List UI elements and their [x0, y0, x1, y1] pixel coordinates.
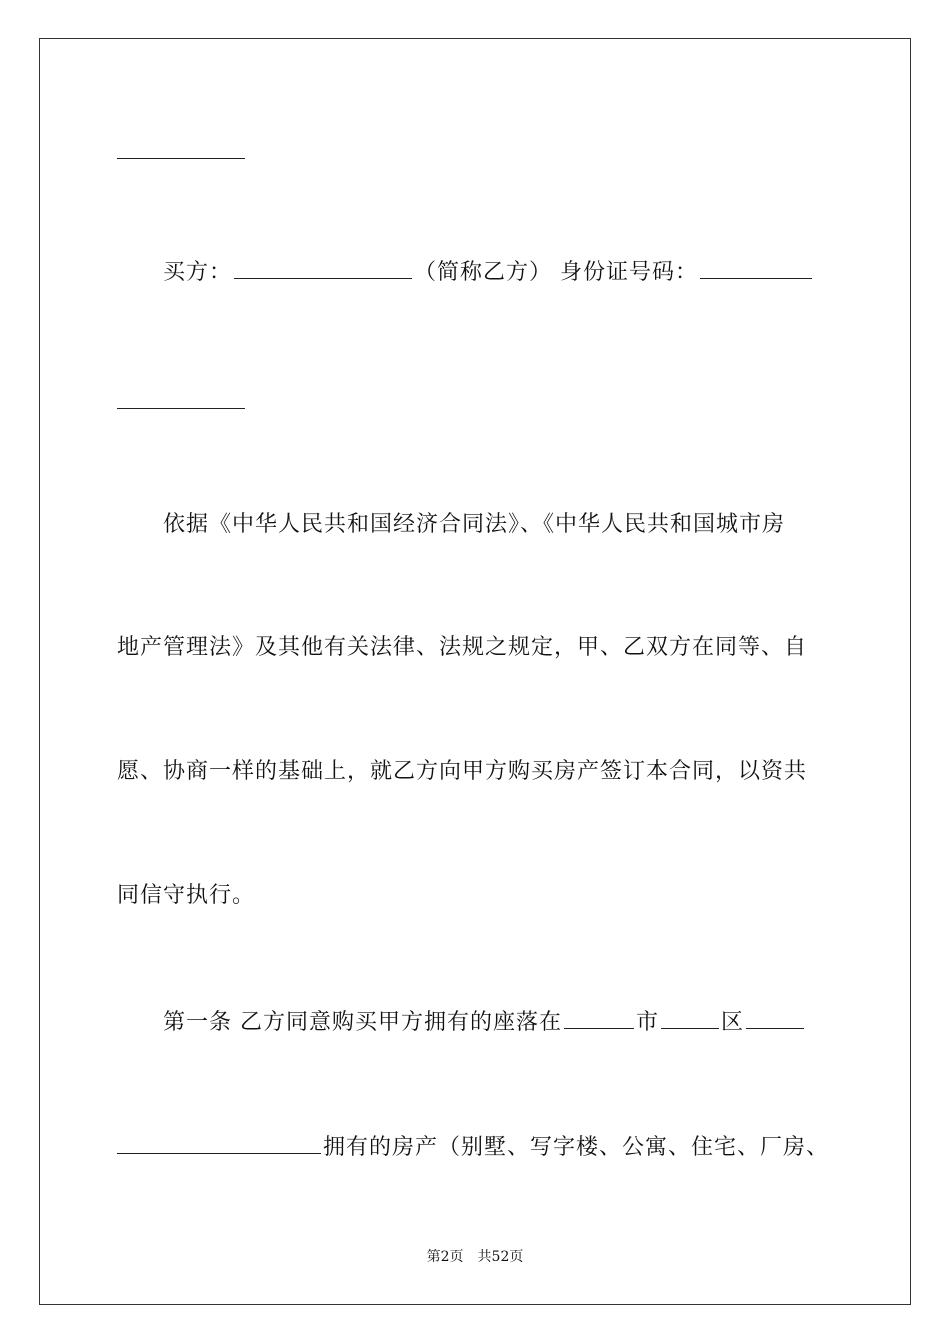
property-location-blank — [117, 1133, 321, 1154]
paragraph-line-4: 同信守执行。 — [117, 883, 256, 908]
buyer-label: 买方： — [163, 260, 233, 285]
paragraph-line-1: 依据《中华人民共和国经济合同法》、《中华人民共和国城市房 — [163, 512, 786, 537]
district-blank-2 — [746, 1008, 804, 1029]
page-number-footer: 第2页 共52页 — [426, 1249, 524, 1265]
district-label: 区 — [721, 1010, 745, 1035]
paragraph-line-2: 地产管理法》及其他有关法律、法规之规定，甲、乙双方在同等、自 — [117, 635, 808, 660]
article-1-line-2 — [117, 1133, 829, 1163]
buyer-name-blank — [234, 258, 412, 279]
paragraph-line-3: 愿、协商一样的基础上，就乙方向甲方购买房产签订本合同，以资共 — [117, 759, 808, 784]
city-blank — [564, 1008, 634, 1029]
buyer-id-blank — [700, 258, 812, 279]
page-border — [39, 38, 911, 1305]
buyer-middle-text: （简称乙方） 身份证号码： — [414, 260, 699, 285]
article-1-line-2-text: 拥有的房产（别墅、写字楼、公寓、住宅、厂房、 — [323, 1135, 830, 1160]
city-label: 市 — [636, 1010, 660, 1035]
article-1-prefix: 第一条 乙方同意购买甲方拥有的座落在 — [163, 1010, 562, 1035]
blank-line-top — [117, 158, 245, 159]
district-blank-1 — [661, 1008, 719, 1029]
blank-line-second — [117, 408, 245, 409]
article-1-line-1 — [163, 1008, 806, 1038]
buyer-line — [163, 258, 814, 288]
